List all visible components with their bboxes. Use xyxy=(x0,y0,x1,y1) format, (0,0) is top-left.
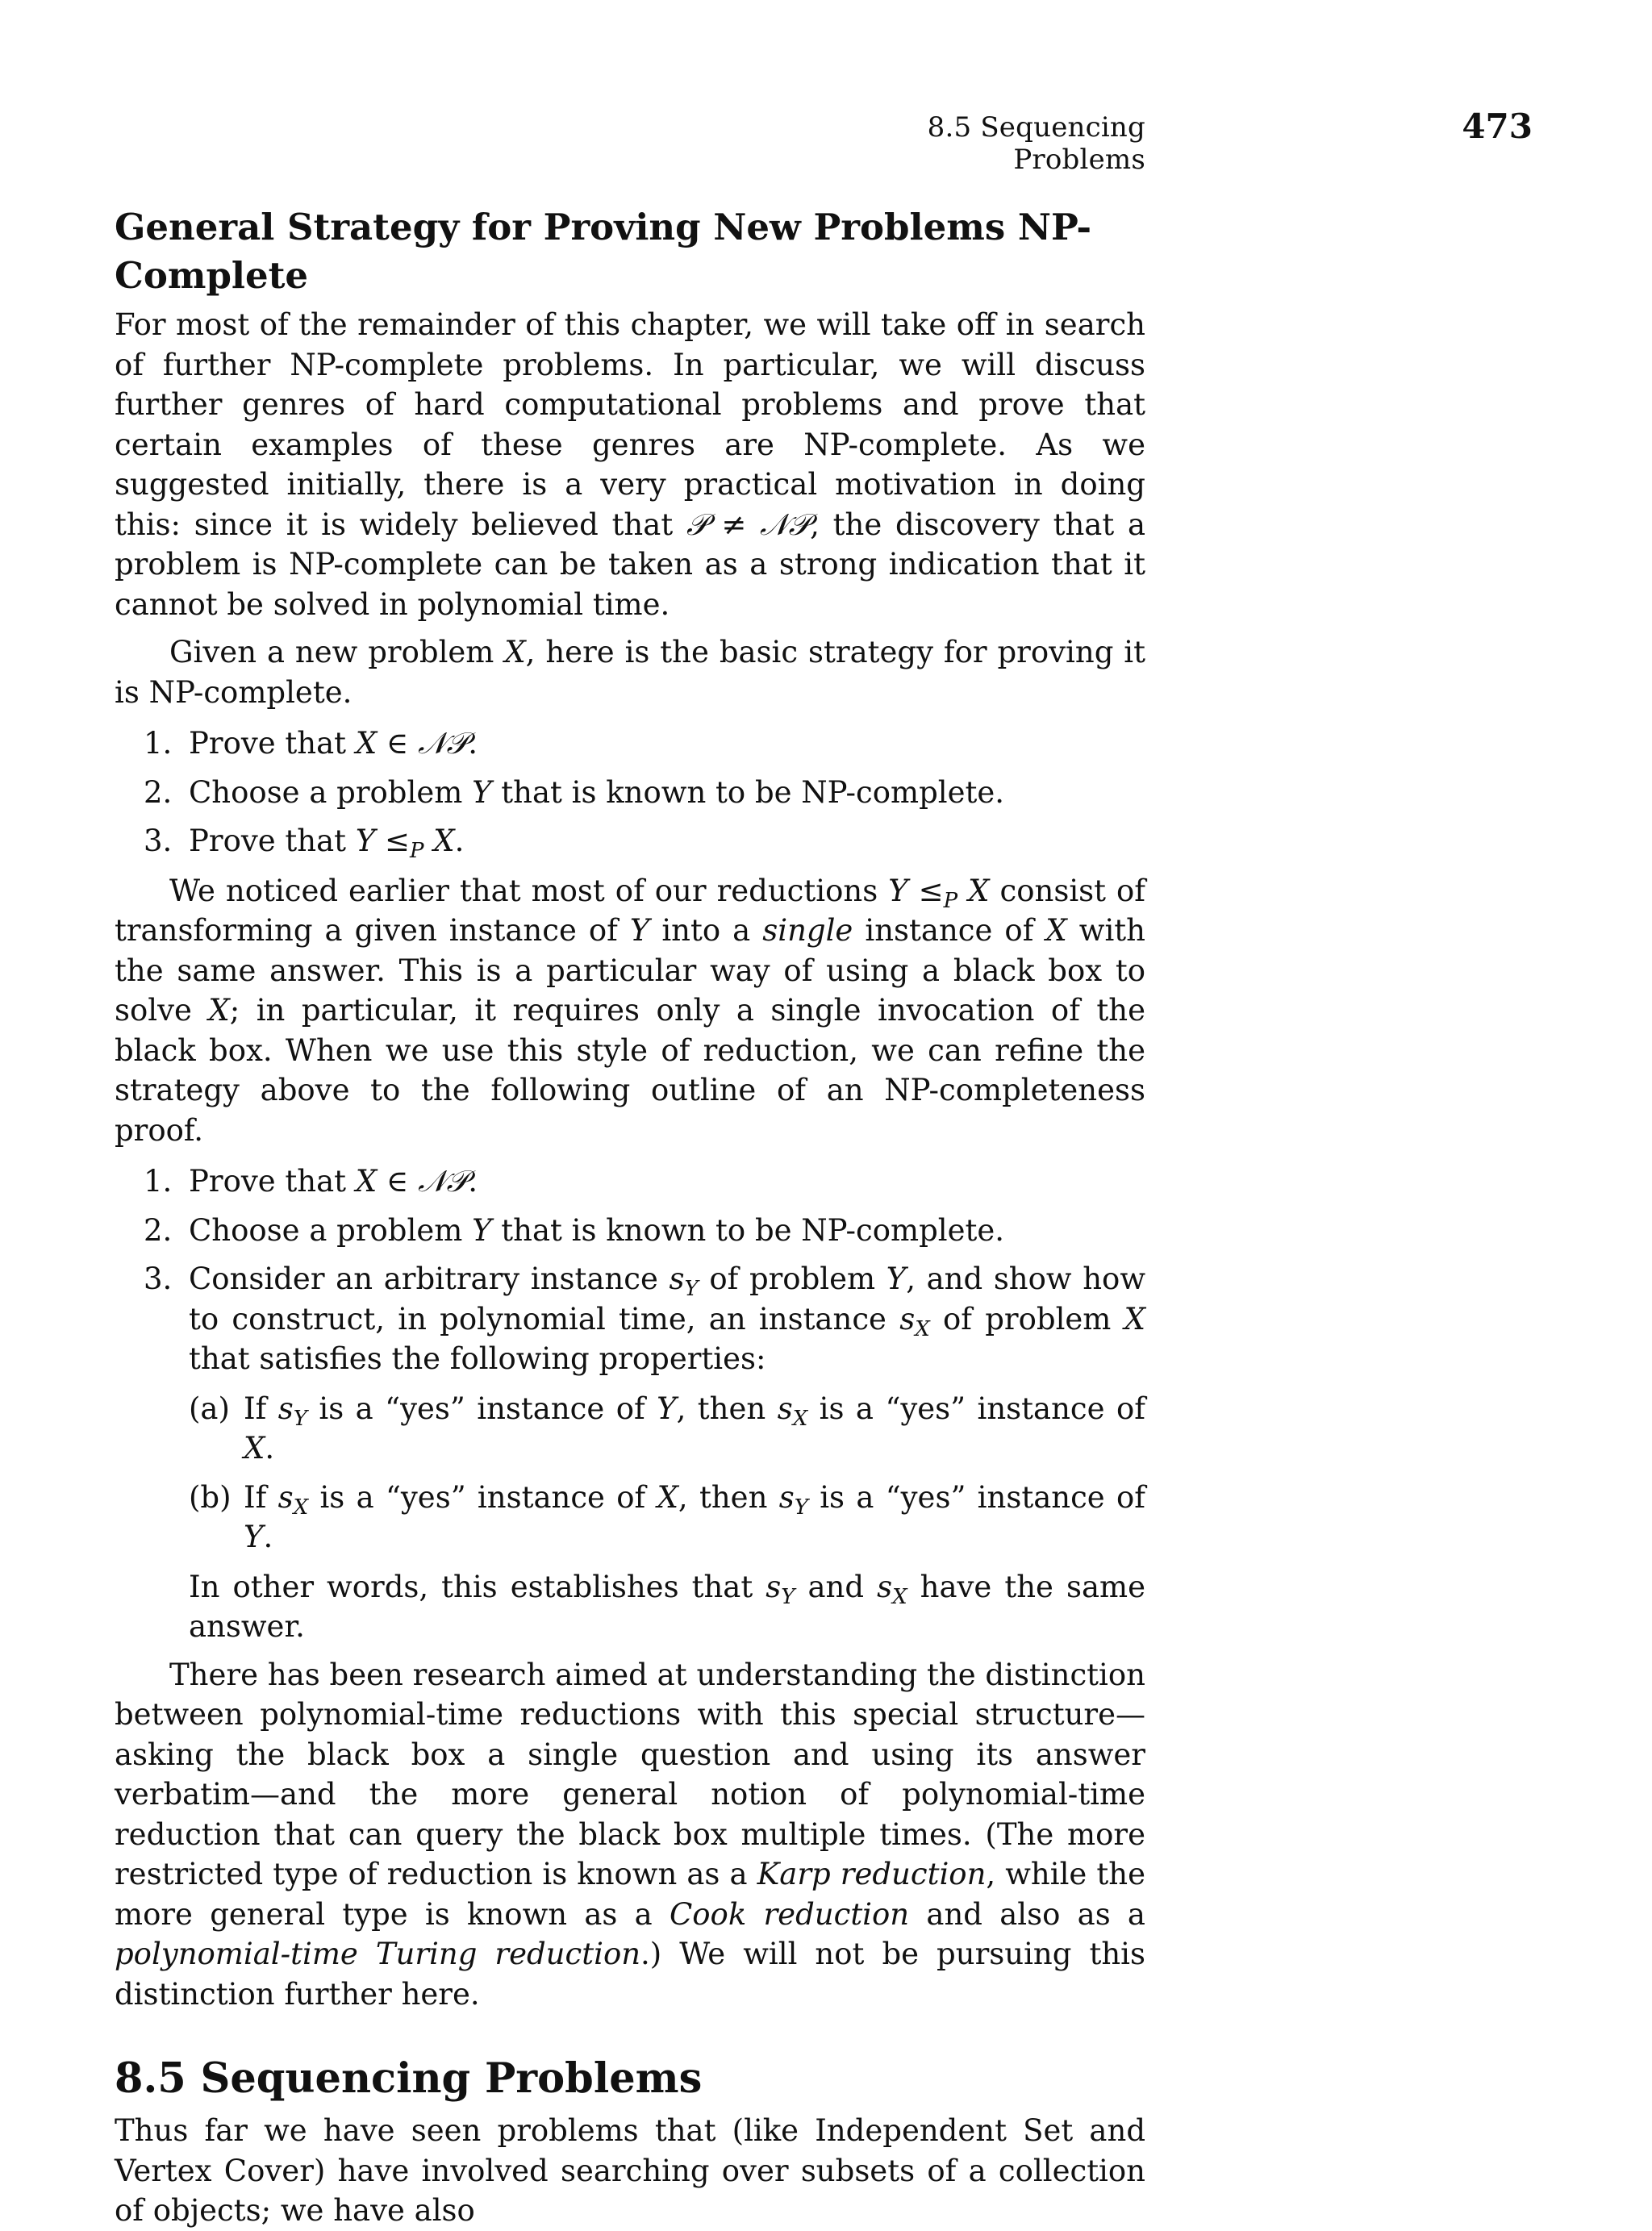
page-number: 473 xyxy=(1462,106,1533,146)
list-item: 2. Choose a problem Y that is known to be NP-complete. xyxy=(144,774,1005,810)
running-head: 8.5 Sequencing Problems xyxy=(927,111,1145,176)
properties-list xyxy=(189,1389,1145,1558)
paragraph-same-answer: In other words, this establishes that $s_Y$ and $s_X$ have the same answer. xyxy=(189,1569,1145,1644)
list-item: (a) If $s_Y$ is a “yes” instance of Y, then $s_X$ is a “yes” instance of X. xyxy=(189,1391,1145,1466)
refined-strategy-list xyxy=(115,1161,1145,1558)
subsection-heading: General Strategy for Proving New Problems NP-Complete xyxy=(115,206,1092,297)
list-item: (b) If $s_X$ is a “yes” instance of X, then $s_Y$ is a “yes” instance of Y. xyxy=(189,1479,1145,1554)
list-item: 3. Consider an arbitrary instance $s_Y$ of problem Y, and show how to construct, in polynomial time, an instance $s_X$ of problem X that satisfies the following properties: (a) If $s_Y$ is a “yes” instance of Y, then $s_X$ is a “yes” instance of X. (b) If $s_X$ is a “yes” instance of X, then $s_Y$ is a “yes” instance of Y. xyxy=(115,1259,1145,1558)
paragraph-intro: For most of the remainder of this chapter, we will take off in search of further NP-complete problems. In particular, we will discuss further genres of hard computational problems and prove that certain examples of these genres are NP-complete. As we suggested initially, there is a very practical motivation in doing this: since it is widely believed that 𝒫 ≠ 𝒩𝒫, the discovery that a problem is NP-complete can be taken as a strong indication that it cannot be solved in polynomial time. xyxy=(115,307,1145,622)
list-item: 1. Prove that X ∈ 𝒩𝒫. xyxy=(144,726,478,761)
paragraph-karp-style: We noticed earlier that most of our reductions $Y \le_P$ X consist of transforming a given instance of Y into a single instance of X with the same answer. This is a particular way of using a black box to solve X; in particular, it requires only a single invocation of the black box. When we use this style of reduction, we can refine the strategy above to the following outline of an NP-completeness proof. xyxy=(115,873,1146,1148)
page-body xyxy=(115,203,1145,2231)
paragraph-karp-cook: There has been research aimed at understanding the distinction between polynomial-time reductions with this special structure—asking the black box a single question and using its answer verbatim—and the more general notion of polynomial-time reduction that can query the black box multiple times. (The more restricted type of reduction is known as a Karp reduction, while the more general type is known as a Cook reduction and also as a polynomial-time Turing reduction.) We will not be pursuing this distinction further here. xyxy=(115,1657,1145,2012)
paragraph-sequencing-intro: Thus far we have seen problems that (like Independent Set and Vertex Cover) have involved searching over subsets of a collection of objects; we have also xyxy=(115,2113,1145,2228)
list-item: 3. Prove that $Y \le_P$ X. xyxy=(144,824,465,863)
paragraph-basic-strategy: Given a new problem X, here is the basic strategy for proving it is NP-complete. xyxy=(115,635,1146,710)
section-heading: 8.5 Sequencing Problems xyxy=(115,2054,703,2103)
list-item: 2. Choose a problem Y that is known to be NP-complete. xyxy=(144,1212,1005,1248)
math-p-neq-np: 𝒫 ≠ 𝒩𝒫 xyxy=(686,507,811,542)
list-item: 1. Prove that X ∈ 𝒩𝒫. xyxy=(144,1164,478,1199)
basic-strategy-list xyxy=(115,724,1145,861)
